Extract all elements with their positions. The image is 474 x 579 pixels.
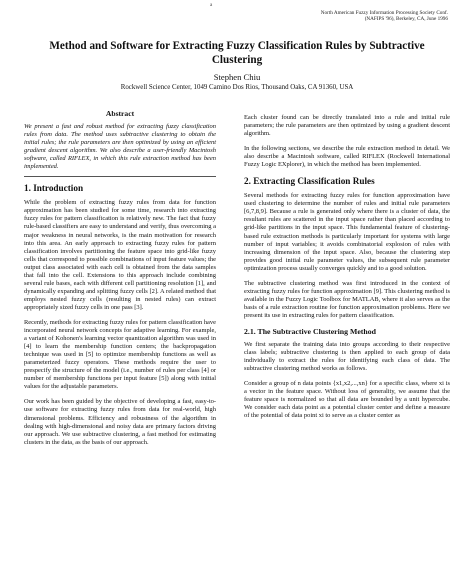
intro-paragraph-2: Recently, methods for extracting fuzzy rules for pattern classification have incorporated neural network concepts for adaptive learning. For example, a variant of Kohonen's learning vector quantization algorithm was used in [4] to learn the membership function centers; the backpropagation technique was used in [5] to optimize membership functions as well as parameterized fuzzy operators. These methods require the user to prespecify the structure of the model (i.e., number of rules per class [4] or number of membership functions per input feature [5]) along with initial values for the adjustable parameters. — [24, 318, 216, 391]
abstract-divider — [24, 176, 216, 177]
intro-paragraph-1: While the problem of extracting fuzzy rules from data for function approximation has been studied for some time, research into extracting fuzzy rules for pattern classification is relatively new. The fact that fuzzy rule-based classifiers are easy to understand and verify, thus overcoming a major weakness in neural networks, is the main motivation for research into this area. An early approach to extracting fuzzy rules for pattern classification involves partitioning the feature space into grid-like fuzzy cells that correspond to possible combinations of input feature values; the output class associated with each cell is obtained from the data samples that fall into the cell. Extensions to this approach include combining several rule bases, each with different cell partitioning resolution [1], and dynamically expanding and splitting fuzzy cells [2]. A related method that employs nested fuzzy cells (resulting in nested rules) can extract appropriately sized fuzzy cells in one pass [3]. — [24, 199, 216, 311]
left-column — [24, 110, 216, 454]
abstract-heading: Abstract — [105, 109, 135, 118]
scan-mark: a — [210, 3, 213, 8]
intro-continuation-1: Each cluster found can be directly translated into a rule and initial rule parameters; the rule parameters are then optimized by using a gradient descent algorithm. — [244, 114, 450, 138]
abstract-text: We present a fast and robust method for extracting fuzzy classification rules from data. The method uses subtractive clustering to obtain the initial rules; the rule parameters are then optimized by using an efficient gradient descent algorithm. We also describe a user-friendly Macintosh software, called RIFLEX, in which this rule extraction method has been implemented. — [24, 123, 216, 171]
section-heading-introduction: 1. Introduction — [24, 183, 84, 194]
conference-note — [321, 10, 448, 23]
section-heading-extracting-rules: 2. Extracting Classification Rules — [244, 176, 375, 187]
conference-line-2: (NAFIPS '96), Berkeley, CA, June 1996 — [364, 16, 448, 23]
section21-paragraph-2: Consider a group of n data points {x1,x2,...,xn} for a specific class, where xi is a vector in the feature space. Without loss of generality, we assume that the feature space is normalized so that all data are bounded by a unit hypercube. We consider each data point as a potential cluster center and define a measure of the potential of data point xi to serve as a cluster center as — [244, 380, 450, 420]
section2-paragraph-2: The subtractive clustering method was first introduced in the context of extracting fuzzy rules for function approximation [9]. This clustering method is available in the Fuzzy Logic Toolbox for MATLAB, where it also serves as the basis of a rule extraction routine for function approximation problems. Here we present its use in extracting rules for pattern classification. — [244, 279, 450, 319]
section2-paragraph-1: Several methods for extracting fuzzy rules for function approximation have used clustering to determine the number of rules and initial rule parameters [6,7,8,9]. Because a rule is generated only where there is a cluster of data, the resultant rules are scattered in the input space rather than placed according to grid-like partitions in the input space. This fundamental feature of clustering-based rule extraction methods is particularly important for systems with large number of input variables; it avoids combinatorial explosion of rules with increasing dimension of the input space. Also, because the clustering step provides good initial rule parameter values, the subsequent rule parameter optimization process usually converges quickly and to a good solution. — [244, 192, 450, 272]
intro-paragraph-3: Our work has been guided by the objective of developing a fast, easy-to-use software for extracting fuzzy rules from data for real-world, high dimensional problems. Efficiency and robustness of the algorithm in dealing with high-dimensional and noisy data are primary factors driving our approach. We use subtractive clustering, a fast method for estimating clusters in the data, as the basis of our approach. — [24, 398, 216, 446]
paper-title: Method and Software for Extracting Fuzzy Classification Rules by Subtractive Clustering — [49, 40, 425, 66]
right-column — [244, 114, 450, 427]
author-affiliation: Rockwell Science Center, 1049 Camino Dos Rios, Thousand Oaks, CA 91360, USA — [120, 84, 354, 91]
section21-paragraph-1: We first separate the training data into groups according to their respective class labels; subtractive clustering is then applied to each group of data individually to extract the rules for identifying each class of data. The subtractive clustering method works as follows. — [244, 340, 450, 373]
intro-continuation-2: In the following sections, we describe the rule extraction method in detail. We also describe a Macintosh software, called RIFLEX (Rockwell International Fuzzy Logic EXplorer), in which the method has been implemented. — [244, 145, 450, 169]
conference-line-1: North American Fuzzy Information Processing Society Conf. — [320, 10, 448, 16]
author-name: Stephen Chiu — [213, 72, 261, 82]
subsection-heading-subtractive-clustering: 2.1. The Subtractive Clustering Method — [244, 326, 376, 336]
